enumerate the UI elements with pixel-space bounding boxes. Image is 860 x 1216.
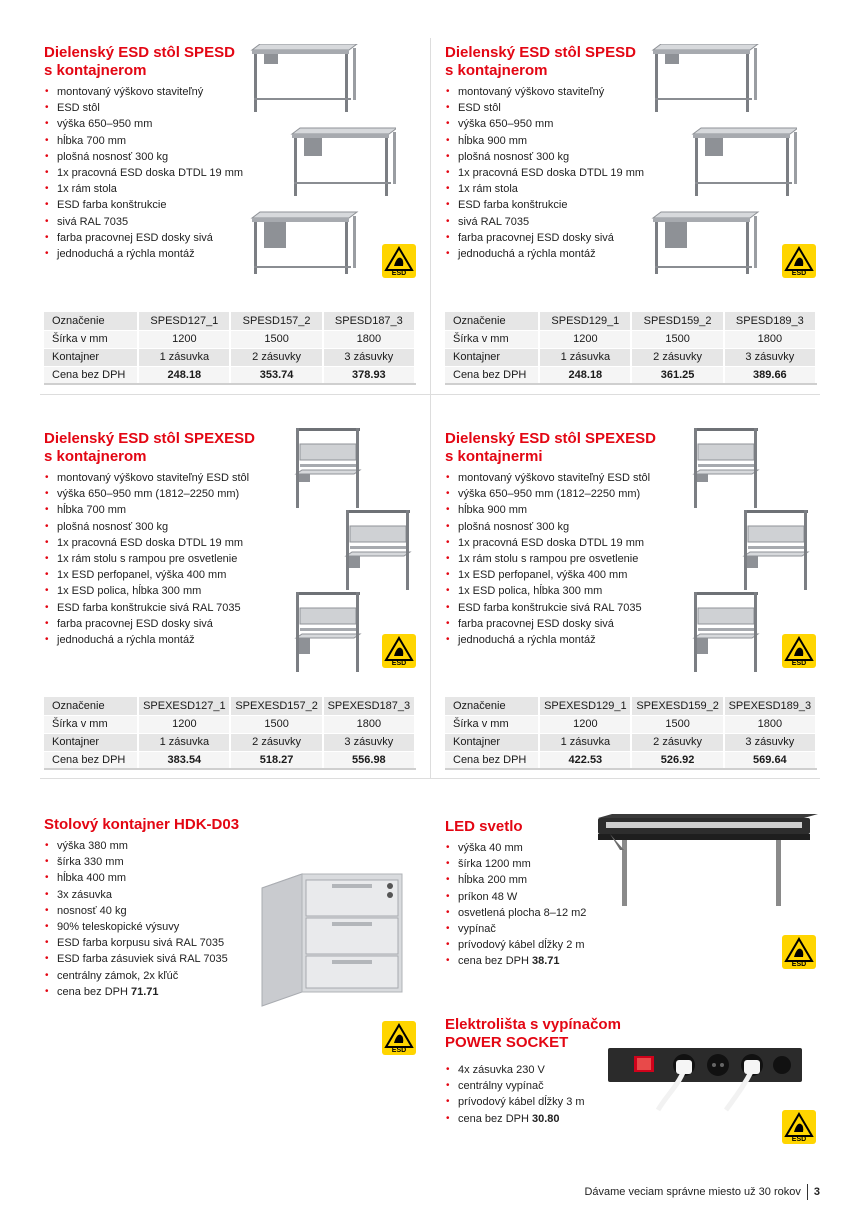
product-title (44, 44, 243, 80)
feature-item: • 1x ESD perfopanel, výška 400 mm (44, 567, 255, 583)
table-cell: SPESD189_3 (724, 312, 816, 330)
feature-item: • výška 650–950 mm (1812–2250 mm) (445, 486, 656, 502)
spec-table (44, 697, 416, 770)
workbench-drawing (653, 212, 758, 274)
table-cell: SPEXESD159_2 (631, 697, 723, 715)
table-cell: 1 zásuvka (138, 348, 230, 366)
feature-item: • hĺbka 900 mm (445, 133, 644, 149)
table-row (44, 312, 415, 330)
esd-label: ESD (391, 660, 407, 667)
row-header-cell: Šírka v mm (445, 715, 539, 733)
title-line-1: Dielenský ESD stôl SPEXESD (445, 430, 656, 447)
led-light-image (592, 810, 818, 915)
table-cell: 556.98 (323, 751, 415, 769)
feature-list (445, 1062, 621, 1127)
table-cell: 3 zásuvky (323, 733, 415, 751)
feature-list (445, 840, 586, 970)
product-title (44, 816, 239, 834)
table-cell: SPEXESD157_2 (230, 697, 322, 715)
product-led-light (445, 818, 586, 970)
feature-item: • sivá RAL 7035 (445, 214, 644, 230)
table-cell: 2 zásuvky (631, 733, 723, 751)
table-cell: 2 zásuvky (230, 348, 322, 366)
table-row (445, 366, 816, 384)
feature-item: • výška 40 mm (445, 840, 586, 856)
feature-item: • osvetlená plocha 8–12 m2 (445, 905, 586, 921)
table-cell: 569.64 (724, 751, 816, 769)
table-row (445, 330, 816, 348)
workbench-drawing (252, 44, 357, 112)
product-power-socket (445, 1016, 621, 1127)
esd-label: ESD (791, 1136, 807, 1143)
price-label: cena bez DPH (458, 955, 529, 968)
table-cell: 1800 (724, 330, 816, 348)
feature-item: • hĺbka 400 mm (44, 870, 239, 886)
feature-list (445, 84, 644, 262)
table-cell: 1500 (230, 715, 322, 733)
workbench-drawing (653, 44, 758, 112)
workbench-illustrations (647, 44, 797, 279)
table-cell: 383.54 (138, 751, 230, 769)
feature-item: • plošná nosnosť 300 kg (44, 519, 255, 535)
table-row (44, 330, 415, 348)
workbench-illustrations (246, 44, 396, 279)
footer-divider (807, 1184, 808, 1200)
feature-item: • ESD farba zásuviek sivá RAL 7035 (44, 951, 239, 967)
table-cell: SPEXESD187_3 (323, 697, 415, 715)
page-number: 3 (813, 1186, 820, 1198)
title-line-2: s kontajnerom (445, 62, 548, 79)
row-header-cell: Označenie (445, 312, 539, 330)
row-header-cell: Kontajner (44, 348, 138, 366)
feature-item: • plošná nosnosť 300 kg (445, 519, 656, 535)
product-title (445, 44, 644, 80)
table-cell: 1800 (724, 715, 816, 733)
feature-item: • výška 380 mm (44, 838, 239, 854)
row-header-cell: Označenie (44, 312, 138, 330)
row-header-cell: Šírka v mm (44, 330, 138, 348)
feature-item: • ESD farba konštrukcie (44, 197, 243, 213)
table-row (44, 715, 415, 733)
feature-item: • ESD stôl (44, 100, 243, 116)
row-divider-2 (40, 778, 820, 779)
workbench-drawings (647, 44, 797, 274)
row-header-cell: Označenie (445, 697, 539, 715)
workbench-drawing (292, 128, 396, 196)
workbench-drawing (252, 212, 357, 274)
feature-item: • vypínač (445, 921, 586, 937)
title-line-2: s kontajnermi (445, 448, 543, 465)
esd-label: ESD (791, 961, 807, 968)
table-row (445, 348, 816, 366)
esd-badge-icon (782, 935, 816, 969)
product-spexesd-700 (44, 430, 255, 648)
price-value: 30.80 (532, 1112, 560, 1125)
row-header-cell: Označenie (44, 697, 138, 715)
table-cell: SPESD157_2 (230, 312, 322, 330)
feature-item: • farba pracovnej ESD dosky sivá (44, 230, 243, 246)
table-row (445, 751, 816, 769)
feature-item: • ESD farba konštrukcie (445, 197, 644, 213)
feature-item: • 1x pracovná ESD doska DTDL 19 mm (445, 535, 656, 551)
table-cell: 1500 (631, 715, 723, 733)
title-line-1: Dielenský ESD stôl SPESD (44, 44, 235, 61)
table-cell: 1500 (631, 330, 723, 348)
row-header-cell: Šírka v mm (445, 330, 539, 348)
price-value: 38.71 (532, 955, 560, 968)
spec-table (445, 312, 817, 385)
feature-item: • sivá RAL 7035 (44, 214, 243, 230)
feature-item: • jednoduchá a rýchla montáž (445, 246, 644, 262)
product-title (44, 430, 255, 466)
feature-item: • hĺbka 700 mm (44, 133, 243, 149)
feature-item: • výška 650–950 mm (44, 116, 243, 132)
workbench-drawing (694, 592, 758, 672)
feature-item: • hĺbka 700 mm (44, 502, 255, 518)
workbench-drawing (346, 510, 410, 590)
table-cell: 1800 (323, 715, 415, 733)
price-label: cena bez DPH (57, 985, 128, 998)
table-cell: 1200 (138, 330, 230, 348)
title-line-2: s kontajnerom (44, 448, 147, 465)
feature-item: • jednoduchá a rýchla montáž (44, 632, 255, 648)
feature-item: • 1x ESD polica, hĺbka 300 mm (44, 583, 255, 599)
title-line-1: Elektrolišta s vypínačom (445, 1016, 621, 1033)
row-header-cell: Cena bez DPH (44, 366, 138, 384)
table-row (44, 348, 415, 366)
table-cell: 361.25 (631, 366, 723, 384)
table-row (445, 715, 816, 733)
row-divider-1 (40, 394, 820, 395)
table-cell: 378.93 (323, 366, 415, 384)
esd-label: ESD (391, 270, 407, 277)
table-cell: 1200 (539, 715, 631, 733)
table-row (445, 733, 816, 751)
footer-slogan: Dávame veciam správne miesto už 30 rokov (584, 1186, 801, 1198)
feature-list (44, 84, 243, 262)
feature-item: • príkon 48 W (445, 889, 586, 905)
esd-badge-icon (382, 634, 416, 668)
title-line-1: Dielenský ESD stôl SPEXESD (44, 430, 255, 447)
table-cell: 2 zásuvky (230, 733, 322, 751)
product-title (445, 818, 586, 836)
feature-item: • prívodový kábel dĺžky 2 m (445, 937, 586, 953)
table-row (445, 312, 816, 330)
esd-label: ESD (791, 270, 807, 277)
table-cell: SPESD159_2 (631, 312, 723, 330)
feature-item: • 4x zásuvka 230 V (445, 1062, 621, 1078)
price-value: 71.71 (131, 985, 159, 998)
table-cell: 248.18 (138, 366, 230, 384)
spec-table (44, 312, 416, 385)
feature-item: • hĺbka 900 mm (445, 502, 656, 518)
feature-item: • plošná nosnosť 300 kg (445, 149, 644, 165)
feature-list (445, 470, 656, 648)
workbench-drawing (694, 428, 758, 508)
esd-badge-icon (782, 244, 816, 278)
table-cell: SPESD127_1 (138, 312, 230, 330)
price-item (445, 1111, 621, 1127)
feature-item: • nosnosť 40 kg (44, 903, 239, 919)
table-cell: SPESD129_1 (539, 312, 631, 330)
table-cell: SPEXESD127_1 (138, 697, 230, 715)
row-header-cell: Cena bez DPH (445, 366, 539, 384)
feature-item: • jednoduchá a rýchla montáž (44, 246, 243, 262)
feature-item: • šírka 1200 mm (445, 856, 586, 872)
table-cell: 526.92 (631, 751, 723, 769)
feature-item: • 1x pracovná ESD doska DTDL 19 mm (44, 535, 255, 551)
table-cell: 422.53 (539, 751, 631, 769)
page-footer (584, 1184, 820, 1200)
feature-item: • centrálny vypínač (445, 1078, 621, 1094)
feature-item: • jednoduchá a rýchla montáž (445, 632, 656, 648)
table-cell: 1 zásuvka (539, 733, 631, 751)
table-cell: 1 zásuvka (539, 348, 631, 366)
feature-item: • výška 650–950 mm (445, 116, 644, 132)
drawer-container-image (252, 860, 412, 1015)
table-cell: 1500 (230, 330, 322, 348)
product-spexesd-900 (445, 430, 656, 648)
product-spesd-900 (445, 44, 644, 262)
product-title (445, 430, 656, 466)
product-spesd-700 (44, 44, 243, 262)
table-cell: 248.18 (539, 366, 631, 384)
table-cell: SPEXESD189_3 (724, 697, 816, 715)
row-header-cell: Šírka v mm (44, 715, 138, 733)
feature-item: • montovaný výškovo staviteľný (445, 84, 644, 100)
row-header-cell: Kontajner (44, 733, 138, 751)
title-line-1: Stolový kontajner HDK-D03 (44, 816, 240, 833)
table-cell: 353.74 (230, 366, 322, 384)
row-header-cell: Cena bez DPH (445, 751, 539, 769)
table-cell: SPEXESD129_1 (539, 697, 631, 715)
feature-item: • 1x rám stolu s rampou pre osvetlenie (445, 551, 656, 567)
feature-item: • výška 650–950 mm (1812–2250 mm) (44, 486, 255, 502)
price-item (445, 953, 586, 969)
power-socket-image (606, 1046, 806, 1123)
feature-item: • ESD farba korpusu sivá RAL 7035 (44, 935, 239, 951)
table-row (445, 697, 816, 715)
feature-item: • 1x pracovná ESD doska DTDL 19 mm (44, 165, 243, 181)
esd-badge-icon (382, 244, 416, 278)
product-container-hdk (44, 816, 239, 1000)
feature-item: • prívodový kábel dĺžky 3 m (445, 1094, 621, 1110)
feature-item: • farba pracovnej ESD dosky sivá (445, 230, 644, 246)
table-cell: 518.27 (230, 751, 322, 769)
table-cell: 1800 (323, 330, 415, 348)
feature-item: • 1x ESD polica, hĺbka 300 mm (445, 583, 656, 599)
feature-item: • ESD farba konštrukcie sivá RAL 7035 (445, 600, 656, 616)
esd-badge-icon (382, 1021, 416, 1055)
table-cell: SPESD187_3 (323, 312, 415, 330)
workbench-drawing (296, 428, 360, 508)
table-cell: 3 zásuvky (323, 348, 415, 366)
price-label: cena bez DPH (458, 1112, 529, 1125)
feature-item: • šírka 330 mm (44, 854, 239, 870)
table-cell: 389.66 (724, 366, 816, 384)
workbench-drawings (246, 44, 396, 274)
feature-item: • 1x pracovná ESD doska DTDL 19 mm (445, 165, 644, 181)
esd-badge-icon (782, 1110, 816, 1144)
price-item (44, 984, 239, 1000)
column-divider-top (430, 38, 431, 778)
esd-label: ESD (391, 1047, 407, 1054)
spec-table (445, 697, 817, 770)
feature-item: • farba pracovnej ESD dosky sivá (445, 616, 656, 632)
title-line-2: s kontajnerom (44, 62, 147, 79)
feature-item: • 1x ESD perfopanel, výška 400 mm (445, 567, 656, 583)
table-cell: 3 zásuvky (724, 348, 816, 366)
feature-item: • farba pracovnej ESD dosky sivá (44, 616, 255, 632)
workbench-drawing (693, 128, 797, 196)
table-cell: 1200 (138, 715, 230, 733)
feature-item: • montovaný výškovo staviteľný ESD stôl (44, 470, 255, 486)
workbench-drawing (296, 592, 360, 672)
feature-item: • 90% teleskopické výsuvy (44, 919, 239, 935)
table-cell: 3 zásuvky (724, 733, 816, 751)
table-cell: 2 zásuvky (631, 348, 723, 366)
feature-item: • 1x rám stola (445, 181, 644, 197)
table-cell: 1200 (539, 330, 631, 348)
table-cell: 1 zásuvka (138, 733, 230, 751)
table-row (44, 733, 415, 751)
feature-list (44, 470, 255, 648)
esd-badge-icon (782, 634, 816, 668)
table-row (44, 366, 415, 384)
row-header-cell: Kontajner (445, 348, 539, 366)
table-row (44, 751, 415, 769)
feature-item: • montovaný výškovo staviteľný ESD stôl (445, 470, 656, 486)
title-line-1: Dielenský ESD stôl SPESD (445, 44, 636, 61)
row-header-cell: Cena bez DPH (44, 751, 138, 769)
feature-item: • montovaný výškovo staviteľný (44, 84, 243, 100)
feature-list (44, 838, 239, 1000)
product-title (445, 1016, 621, 1052)
feature-item: • 3x zásuvka (44, 887, 239, 903)
title-line-2: POWER SOCKET (445, 1034, 569, 1051)
esd-label: ESD (791, 660, 807, 667)
title-line-1: LED svetlo (445, 818, 523, 835)
feature-item: • 1x rám stolu s rampou pre osvetlenie (44, 551, 255, 567)
feature-item: • ESD stôl (445, 100, 644, 116)
workbench-drawing (744, 510, 808, 590)
row-header-cell: Kontajner (445, 733, 539, 751)
feature-item: • hĺbka 200 mm (445, 872, 586, 888)
table-row (44, 697, 415, 715)
feature-item: • centrálny zámok, 2x kľúč (44, 968, 239, 984)
feature-item: • ESD farba konštrukcie sivá RAL 7035 (44, 600, 255, 616)
feature-item: • plošná nosnosť 300 kg (44, 149, 243, 165)
feature-item: • 1x rám stola (44, 181, 243, 197)
